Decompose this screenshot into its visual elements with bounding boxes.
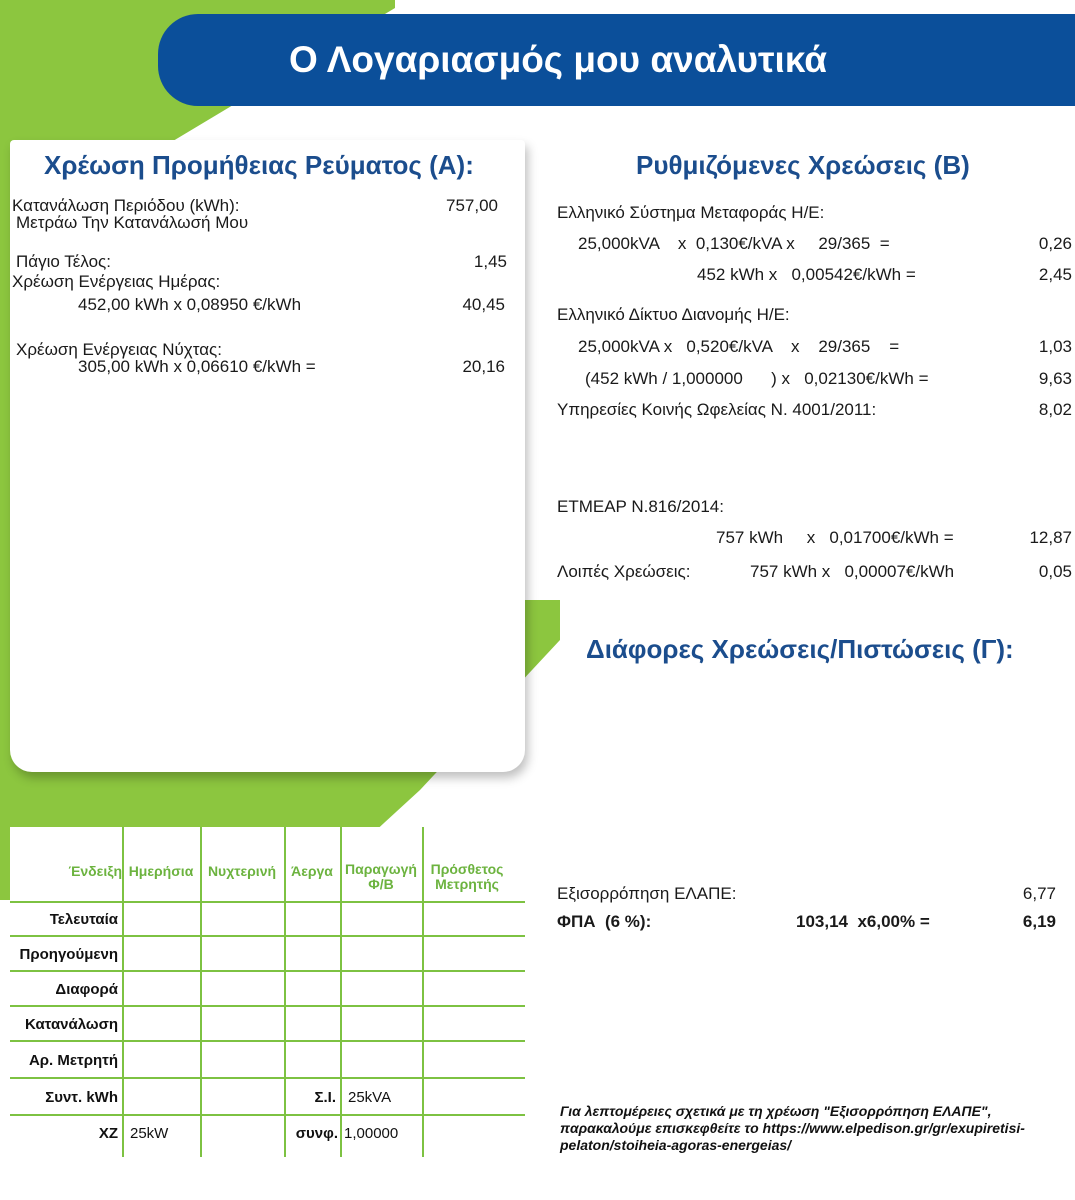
day-charge-label: Χρέωση Ενέργειας Ημέρας: [12, 272, 221, 291]
balance-value: 6,77 [1022, 884, 1056, 903]
day-charge-calc: 452,00 kWh x 0,08950 €/kWh [78, 295, 302, 314]
transmission-label: Ελληνικό Σύστημα Μεταφοράς Η/Ε: [557, 203, 825, 222]
fixed-fee-label: Πάγιο Τέλος: [16, 252, 111, 271]
header-extra-meter: Πρόσθετος Μετρητής [430, 861, 504, 892]
night-charge-value: 20,16 [462, 357, 505, 376]
page-title-banner [158, 14, 1075, 106]
night-charge-calc: 305,00 kWh x 0,06610 €/kWh = [78, 357, 316, 376]
synf-value: 1,00000 [344, 1125, 399, 1142]
meter-readings-table [10, 827, 530, 1157]
header-day: Ημερήσια [128, 863, 194, 879]
etmear-value: 12,87 [1029, 528, 1072, 547]
section-b-title: Ρυθμιζόμενες Χρεώσεις (Β) [636, 150, 970, 180]
section-c-title: Διάφορες Χρεώσεις/Πιστώσεις (Γ): [586, 634, 1014, 664]
vat-value: 6,19 [1022, 912, 1056, 931]
distribution-row2-value: 9,63 [1038, 369, 1072, 388]
synf-label: συνφ. [295, 1125, 338, 1142]
transmission-row1-calc: 25,000kVA x 0,130€/kVA x 29/365 = [578, 234, 890, 253]
other-charges-value: 0,05 [1038, 562, 1072, 581]
consumption-value: 757,00 [446, 196, 498, 215]
ypo-value: 8,02 [1038, 400, 1072, 419]
night-charge-label: Χρέωση Ενέργειας Νύχτας: [16, 340, 222, 359]
header-endeixi: Ένδειξη [68, 863, 122, 879]
row-difference: Διαφορά [55, 981, 118, 998]
section-a-card [10, 140, 525, 772]
xz-value: 25kW [130, 1125, 169, 1142]
si-value: 25kVA [348, 1089, 392, 1106]
distribution-row1-calc: 25,000kVA x 0,520€/kVA x 29/365 = [578, 337, 900, 356]
footnote: Για λεπτομέρειες σχετικά με τη χρέωση "Εξισορρόπηση ΕΛΑΠΕ", παρακαλούμε επισκεφθείτε το https://www.elpedison.gr/gr/exupiretisi-pelaton/stoiheia-agoras-energeias/ [560, 1103, 1025, 1153]
row-consumption: Κατανάλωση [24, 1016, 118, 1033]
fixed-fee-value: 1,45 [473, 252, 507, 271]
vat-label: ΦΠΑ (6 %): [557, 912, 652, 931]
row-coeff-kwh: Συντ. kWh [45, 1089, 118, 1106]
transmission-row2-calc: 452 kWh x 0,00542€/kWh = [697, 265, 916, 284]
page-title: Ο Λογαριασμός μου αναλυτικά [289, 39, 827, 80]
si-label: Σ.Ι. [314, 1089, 336, 1106]
ypo-label: Υπηρεσίες Κοινής Ωφελείας Ν. 4001/2011: [557, 400, 877, 419]
distribution-label: Ελληνικό Δίκτυο Διανομής Η/Ε: [557, 305, 790, 324]
distribution-row2-calc: (452 kWh / 1,000000 ) x 0,02130€/kWh = [585, 369, 929, 388]
etmear-label: ΕΤΜΕΑΡ Ν.816/2014: [557, 497, 724, 516]
other-charges-label: Λοιπές Χρεώσεις: [557, 562, 691, 581]
row-last: Τελευταία [49, 911, 118, 928]
transmission-row1-value: 0,26 [1038, 234, 1072, 253]
etmear-calc: 757 kWh x 0,01700€/kWh = [716, 528, 954, 547]
row-xz: ΧΖ [98, 1125, 118, 1142]
measure-label: Μετράω Την Κατανάλωσή Μου [16, 213, 249, 232]
vat-calc: 103,14 x6,00% = [796, 912, 930, 931]
header-pv-production: Παραγωγή Φ/Β [345, 861, 417, 892]
header-reactive: Άεργα [291, 863, 333, 879]
consumption-label: Κατανάλωση Περιόδου (kWh): [12, 196, 240, 215]
transmission-row2-value: 2,45 [1038, 265, 1072, 284]
section-a-title: Χρέωση Προμήθειας Ρεύματος (Α): [44, 150, 474, 180]
header-night: Νυχτερινή [207, 863, 277, 879]
row-previous: Προηγούμενη [19, 946, 118, 963]
distribution-row1-value: 1,03 [1038, 337, 1072, 356]
row-meter-number: Αρ. Μετρητή [28, 1052, 118, 1069]
day-charge-value: 40,45 [462, 295, 505, 314]
balance-label: Εξισορρόπηση ΕΛΑΠΕ: [557, 884, 737, 903]
other-charges-calc: 757 kWh x 0,00007€/kWh [750, 562, 955, 581]
